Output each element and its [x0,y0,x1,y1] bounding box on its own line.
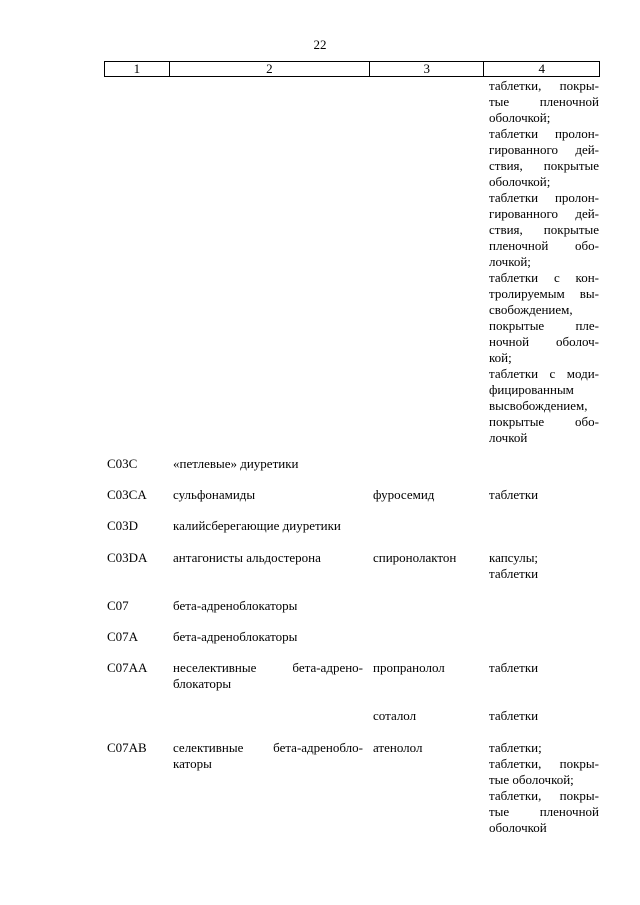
form-line: оболочкой; [489,110,551,125]
group-name [173,660,363,692]
form-line: тролируемым вы- [489,286,599,301]
form-line: оболочкой [489,820,547,835]
dosage-form [489,660,599,676]
dosage-form [489,708,599,724]
continuation-form-cell [489,78,599,446]
group-line: сульфонамиды [173,487,256,502]
header-col-2: 2 [169,62,369,76]
form-line: ствия, покрытые [489,222,599,237]
form-line: ночной оболоч- [489,334,599,349]
page-number: 22 [313,37,327,52]
group-name [173,518,363,534]
drug-name: пропранолол [373,660,445,675]
group-name [173,550,363,566]
drug-name: соталол [373,708,417,723]
atc-code: C03C [107,456,138,471]
group-name [173,456,363,472]
group-line: блокаторы [173,676,232,691]
header-col-3: 3 [369,62,484,76]
group-line: бета-адреноблокаторы [173,629,298,644]
form-line: таблетки [489,708,539,723]
form-line: таблетки пролон- [489,190,599,205]
atc-code: C07AB [107,740,147,755]
group-name [173,487,363,503]
form-line: таблетки [489,566,539,581]
form-line: таблетки пролон- [489,126,599,141]
form-line: высвобождением, [489,398,588,413]
form-line: покрытые обо- [489,414,599,429]
header-col-1: 1 [133,61,141,76]
form-line: таблетки с моди- [489,366,599,381]
group-name [173,629,363,645]
group-line: каторы [173,756,212,771]
form-line: кой; [489,350,512,365]
form-line: свобождением, [489,302,573,317]
form-line: ствия, покрытые [489,158,599,173]
form-line: таблетки [489,660,539,675]
group-line: неселективные бета-адрено- [173,660,363,675]
drug-name: спиронолактон [373,550,457,565]
form-line: таблетки [489,487,539,502]
dosage-form [489,487,599,503]
form-line: гированного дей- [489,142,599,157]
form-line: капсулы; [489,550,539,565]
form-line: пленочной обо- [489,238,599,253]
form-line: таблетки, покры- [489,756,599,771]
dosage-form [489,740,599,836]
group-line: «петлевые» диуретики [173,456,299,471]
form-line: таблетки, покры- [489,78,599,93]
form-line: тые оболочкой; [489,772,574,787]
atc-code: C03CA [107,487,147,502]
group-line: бета-адреноблокаторы [173,598,298,613]
atc-code: C03DA [107,550,148,565]
form-line: таблетки с кон- [489,270,599,285]
atc-code: C03D [107,518,139,533]
drug-name: атенолол [373,740,423,755]
header-col-4: 4 [483,62,599,76]
form-line: таблетки; [489,740,542,755]
form-line: лочкой [489,430,528,445]
atc-code: C07 [107,598,129,613]
form-line: фицированным [489,382,574,397]
dosage-form [489,550,599,582]
form-line: тые пленочной [489,94,599,109]
form-line: тые пленочной [489,804,599,819]
group-name [173,740,363,772]
drug-name: фуросемид [373,487,435,502]
atc-code: C07AA [107,660,148,675]
form-line: гированного дей- [489,206,599,221]
group-line: калийсберегающие диуретики [173,518,341,533]
group-line: селективные бета-адренобло- [173,740,363,755]
group-line: антагонисты альдостерона [173,550,321,565]
form-line: покрытые пле- [489,318,599,333]
atc-code: C07A [107,629,139,644]
form-line: оболочкой; [489,174,551,189]
form-line: лочкой; [489,254,531,269]
form-line: таблетки, покры- [489,788,599,803]
group-name [173,598,363,614]
